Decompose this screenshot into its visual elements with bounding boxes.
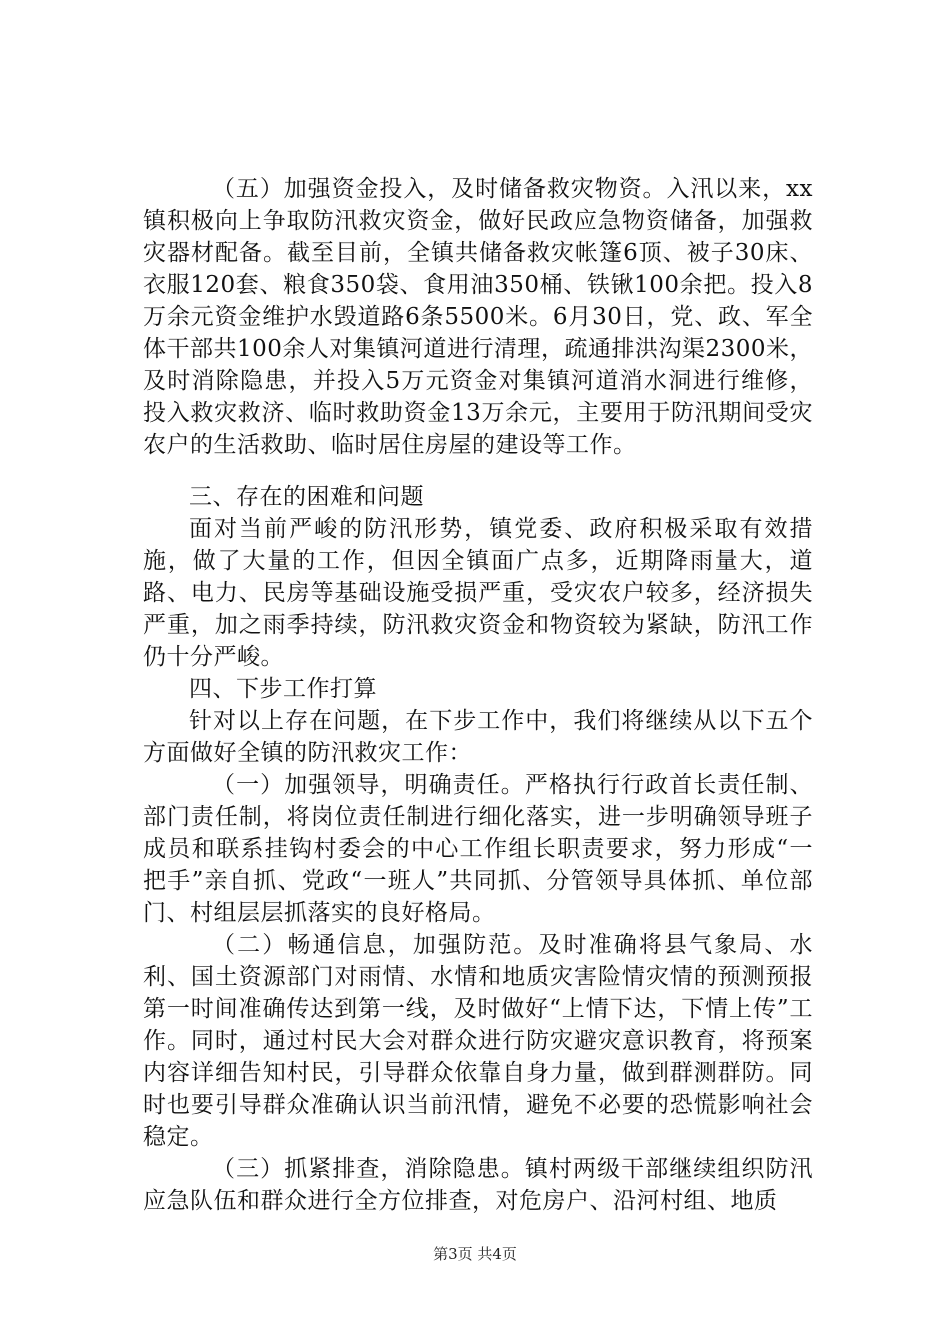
section-heading-problems: 三、存在的困难和问题 <box>189 484 424 510</box>
document-body <box>143 173 813 1217</box>
paragraph-inspection: （三）抓紧排查，消除隐患。镇村两级干部继续组织防汛应急队伍和群众进行全方位排查，对危房户、沿河村组、地质 <box>143 1156 813 1214</box>
paragraph-gap <box>143 461 813 481</box>
paragraph-leadership: （一）加强领导，明确责任。严格执行行政首长责任制、部门责任制，将岗位责任制进行细化落实，进一步明确领导班子成员和联系挂钩村委会的中心工作组长职责要求，努力形成“一把手”亲自抓、党政“一班人”共同抓、分管领导具体抓、单位部门、村组层层抓落实的良好格局。 <box>143 772 813 926</box>
paragraph-information: （二）畅通信息，加强防范。及时准确将县气象局、水利、国土资源部门对雨情、水情和地质灾害险情灾情的预测预报第一时间准确传达到第一线，及时做好“上情下达，下情上传”工作。同时，通过村民大会对群众进行防灾避灾意识教育，将预案内容详细告知村民，引导群众依靠自身力量，做到群测群防。同时也要引导群众准确认识当前汛情，避免不必要的恐慌影响社会稳定。 <box>143 932 813 1150</box>
page-footer: 第3页 共4页 <box>433 1245 517 1263</box>
paragraph-problems: 面对当前严峻的防汛形势，镇党委、政府积极采取有效措施，做了大量的工作，但因全镇面广点多，近期降雨量大，道路、电力、民房等基础设施受损严重，受灾农户较多，经济损失严重，加之雨季持续，防汛救灾资金和物资较为紧缺，防汛工作仍十分严峻。 <box>143 516 813 670</box>
paragraph-next-steps-intro: 针对以上存在问题，在下步工作中，我们将继续从以下五个方面做好全镇的防汛救灾工作： <box>143 708 813 766</box>
section-heading-next-steps: 四、下步工作打算 <box>189 676 377 702</box>
paragraph-funding: （五）加强资金投入，及时储备救灾物资。入汛以来，xx镇积极向上争取防汛救灾资金，做好民政应急物资储备，加强救灾器材配备。截至目前，全镇共储备救灾帐篷6顶、被子30床、衣服120套、粮食350袋、食用油350桶、铁锹100余把。投入8万余元资金维护水毁道路6条5500米。6月30日，党、政、军全体干部共100余人对集镇河道进行清理，疏通排洪沟渠2300米，及时消除隐患，并投入5万元资金对集镇河道消水洞进行维修，投入救灾救济、临时救助资金13万余元，主要用于防汛期间受灾农户的生活救助、临时居住房屋的建设等工作。 <box>143 176 813 458</box>
